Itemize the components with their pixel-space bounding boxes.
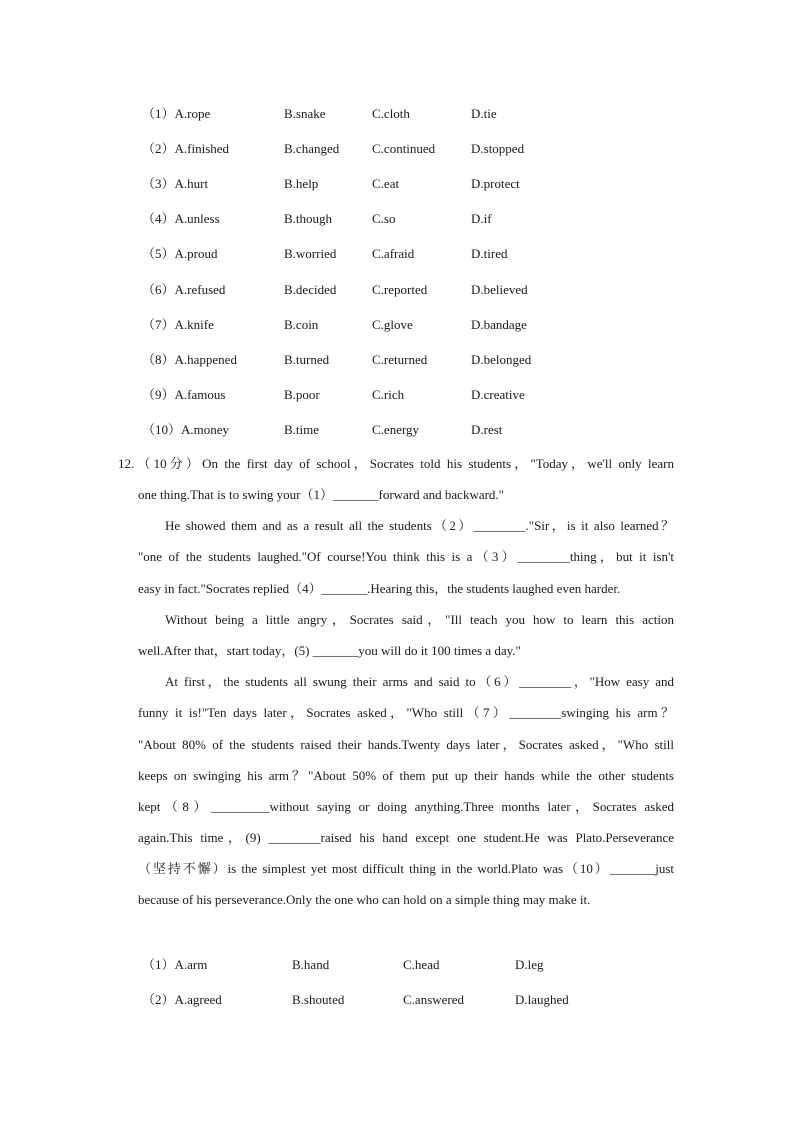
option-b: B.worried (284, 246, 337, 261)
option-c: C.cloth (372, 106, 410, 121)
option-b: B.shouted (292, 992, 345, 1007)
passage-line: because of his perseverance.Only the one who can hold on a simple thing may make it. (138, 892, 591, 907)
passage-line: funny it is!"Ten days later，Socrates asked，"Who still（7）________swinging his arm？ (138, 705, 674, 720)
passage-line: kept（8）_________without saying or doing anything.Three months later，Socrates asked (138, 799, 674, 814)
option-b: B.though (284, 211, 333, 226)
passage-line: again.This time，(9) ________raised his hand except one student.He was Plato.Perseverance (138, 830, 674, 845)
option-d: D.belonged (471, 352, 532, 367)
passage-line: 12.（10分）On the first day of school，Socrates told his students，"Today，we'll only learn (118, 456, 674, 471)
passage-line: easy in fact."Socrates replied（4）_______.Hearing this，the students laughed even harder. (138, 581, 621, 596)
passage-line: （坚持不懈）is the simplest yet most difficult thing in the world.Plato was（10）_______just (138, 861, 674, 876)
option-b: B.coin (284, 317, 319, 332)
option-c: C.glove (372, 317, 413, 332)
option-a: （2）A.agreed (142, 992, 222, 1007)
option-a: （1）A.arm (142, 957, 208, 972)
option-a: （9）A.famous (142, 387, 226, 402)
option-d: D.if (471, 211, 492, 226)
option-d: D.tired (471, 246, 508, 261)
passage-line: well.After that，start today，(5) _______you will do it 100 times a day." (138, 643, 521, 658)
option-c: C.returned (372, 352, 428, 367)
passage-line: Without being a little angry，Socrates said，"Ill teach you how to learn this action (165, 612, 674, 627)
option-a: （3）A.hurt (142, 176, 209, 191)
option-b: B.changed (284, 141, 340, 156)
option-c: C.head (403, 957, 440, 972)
option-a: （5）A.proud (142, 246, 218, 261)
option-c: C.energy (372, 422, 420, 437)
option-b: B.turned (284, 352, 330, 367)
option-d: D.laughed (515, 992, 569, 1007)
option-c: C.afraid (372, 246, 415, 261)
option-c: C.reported (372, 282, 428, 297)
option-a: （6）A.refused (142, 282, 226, 297)
option-b: B.poor (284, 387, 320, 402)
option-a: （2）A.finished (142, 141, 230, 156)
passage-line: one thing.That is to swing your（1）_______forward and backward." (138, 487, 504, 502)
option-b: B.decided (284, 282, 337, 297)
option-a: （1）A.rope (142, 106, 211, 121)
option-a: （10）A.money (142, 422, 230, 437)
option-a: （7）A.knife (142, 317, 214, 332)
option-d: D.creative (471, 387, 525, 402)
passage-line: He showed them and as a result all the students（2）________."Sir，is it also learned？ (165, 518, 674, 533)
option-b: B.hand (292, 957, 330, 972)
option-d: D.believed (471, 282, 528, 297)
option-c: C.so (372, 211, 396, 226)
option-c: C.continued (372, 141, 436, 156)
option-d: D.stopped (471, 141, 525, 156)
option-d: D.protect (471, 176, 520, 191)
option-a: （4）A.unless (142, 211, 220, 226)
option-c: C.answered (403, 992, 465, 1007)
option-b: B.snake (284, 106, 326, 121)
option-d: D.rest (471, 422, 503, 437)
passage-line: keeps on swinging his arm？"About 50% of them put up their hands while the other students (138, 768, 674, 783)
passage-line: "one of the students laughed."Of course!You think this is a（3）________thing，but it isn't (138, 549, 674, 564)
option-a: （8）A.happened (142, 352, 237, 367)
option-c: C.eat (372, 176, 400, 191)
passage-line: "About 80% of the students raised their hands.Twenty days later，Socrates asked，"Who still (138, 737, 674, 752)
option-d: D.tie (471, 106, 497, 121)
option-d: D.leg (515, 957, 544, 972)
passage-line: At first，the students all swung their arms and said to（6）________，"How easy and (165, 674, 674, 689)
option-d: D.bandage (471, 317, 527, 332)
option-b: B.time (284, 422, 320, 437)
option-c: C.rich (372, 387, 405, 402)
option-b: B.help (284, 176, 319, 191)
